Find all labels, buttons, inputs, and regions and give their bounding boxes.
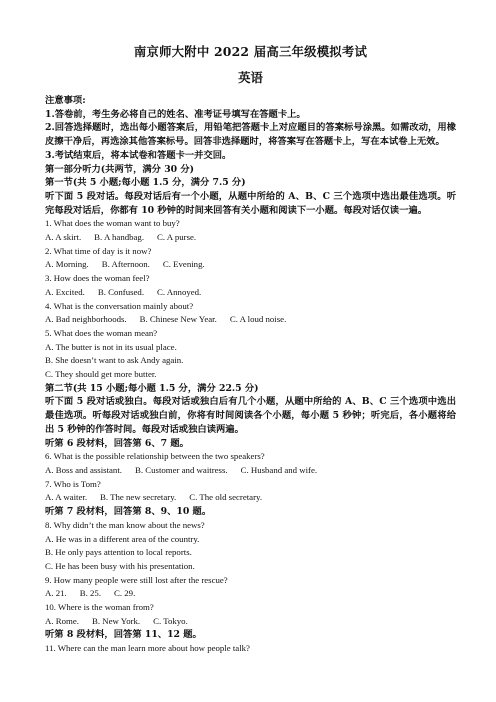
option-c: C. 29. (114, 588, 136, 599)
option-b: B. Chinese New Year. (139, 314, 217, 325)
subject-title: 英语 (238, 70, 263, 85)
option-a: A. He was in a different area of the country. (45, 533, 200, 544)
option-a: A. Morning. (45, 259, 89, 270)
option-c: C. A loud noise. (229, 314, 287, 325)
option-b: B. The new secretary. (100, 492, 177, 503)
question-11: 11. Where can the man learn more about how people talk? (45, 643, 250, 654)
option-a: A. A waiter. (45, 492, 88, 503)
question-1: 1. What does the woman want to buy? (45, 218, 180, 229)
question-10-options (45, 615, 456, 629)
question-4: 4. What is the conversation mainly about? (45, 300, 194, 311)
option-a: A. Bad neighborhoods. (45, 314, 127, 325)
question-2: 2. What time of day is it now? (45, 245, 152, 256)
question-1-options (45, 231, 456, 245)
question-10: 10. Where is the woman from? (45, 602, 154, 613)
option-b: B. Confused. (97, 286, 145, 297)
section1-instructions: 听下面 5 段对话。每段对话后有一个小题，从题中所给的 A、B、C 三个选项中选出最佳选项。听完每段对话后，你都有 10 秒钟的时间来回答有关小题和阅读下一小题。每段对话仅读一遍。 (45, 190, 456, 216)
section2-instructions: 听下面 5 段对话或独白。每段对话或独白后有几个小题，从题中所给的 A、B、C 三个选项中选出最佳选项。听每段对话或独白前，你将有时间阅读各个小题，每小题 5 秒钟；听完后，各小题将给出 5 秒钟的作答时间。每段对话或独白读两遍。 (45, 396, 456, 435)
option-b: B. New York. (91, 615, 141, 626)
question-9-options (45, 587, 456, 601)
material-6-heading: 听第 6 段材料，回答第 6、7 题。 (45, 437, 189, 449)
option-c: C. Evening. (162, 259, 205, 270)
material-8-heading: 听第 8 段材料，回答第 11、12 题。 (45, 629, 202, 641)
option-a: A. 21. (45, 588, 67, 599)
question-9: 9. How many people were still lost after the rescue? (45, 574, 228, 585)
question-3: 3. How does the woman feel? (45, 273, 150, 284)
option-a: A. Excited. (45, 286, 85, 297)
option-c: C. The old secretary. (189, 492, 263, 503)
option-c: C. Tokyo. (153, 615, 188, 626)
option-c: C. Annoyed. (157, 286, 202, 297)
option-a: A. A skirt. (45, 232, 82, 243)
question-5: 5. What does the woman mean? (45, 327, 158, 338)
question-6: 6. What is the possible relationship between the two speakers? (45, 451, 265, 462)
note-item-1: 1.答卷前，考生务必将自己的姓名、准考证号填写在答题卡上。 (45, 108, 306, 120)
section1-heading: 第一节(共 5 小题;每小题 1.5 分，满分 7.5 分) (45, 177, 246, 189)
option-c: C. He has been busy with his presentation. (45, 560, 195, 571)
question-6-options (45, 464, 456, 478)
notes-heading: 注意事项: (45, 95, 86, 106)
notes-section (45, 94, 456, 163)
option-c: C. They should get more butter. (45, 369, 157, 380)
option-c: C. A purse. (157, 232, 197, 243)
option-a: A. The butter is not in its usual place. (45, 341, 177, 352)
option-b: B. He only pays attention to local reports. (45, 547, 192, 558)
exam-title: 南京师大附中 2022 届高三年级模拟考试 (133, 44, 368, 59)
material-7-heading: 听第 7 段材料，回答第 8、9、10 题。 (45, 506, 212, 518)
question-7-options (45, 491, 456, 505)
option-b: B. She doesn’t want to ask Andy again. (45, 355, 184, 366)
question-4-options (45, 313, 456, 327)
question-3-options (45, 286, 456, 300)
option-b: B. Afternoon. (101, 259, 150, 270)
option-b: B. A handbag. (94, 232, 145, 243)
question-2-options (45, 258, 456, 272)
section2-heading: 第二节(共 15 小题;每小题 1.5 分，满分 22.5 分) (45, 382, 259, 394)
option-a: A. Rome. (45, 615, 79, 626)
question-7: 7. Who is Tom? (45, 478, 101, 489)
note-item-2: 2.回答选择题时，选出每小题答案后，用铅笔把答题卡上对应题目的答案标号涂黑。如需改动，用橡皮擦干净后，再选涂其他答案标号。回答非选择题时，将答案写在答题卡上，写在本试卷上无效。 (45, 122, 456, 148)
note-item-3: 3.考试结束后，将本试卷和答题卡一并交回。 (45, 149, 232, 161)
question-8: 8. Why didn’t the man know about the news? (45, 519, 205, 530)
option-c: C. Husband and wife. (240, 464, 318, 475)
option-b: B. Customer and waitress. (134, 464, 228, 475)
option-b: B. 25. (79, 588, 102, 599)
part1-heading: 第一部分听力(共两节，满分 30 分) (45, 163, 195, 175)
option-a: A. Boss and assistant. (45, 464, 122, 475)
